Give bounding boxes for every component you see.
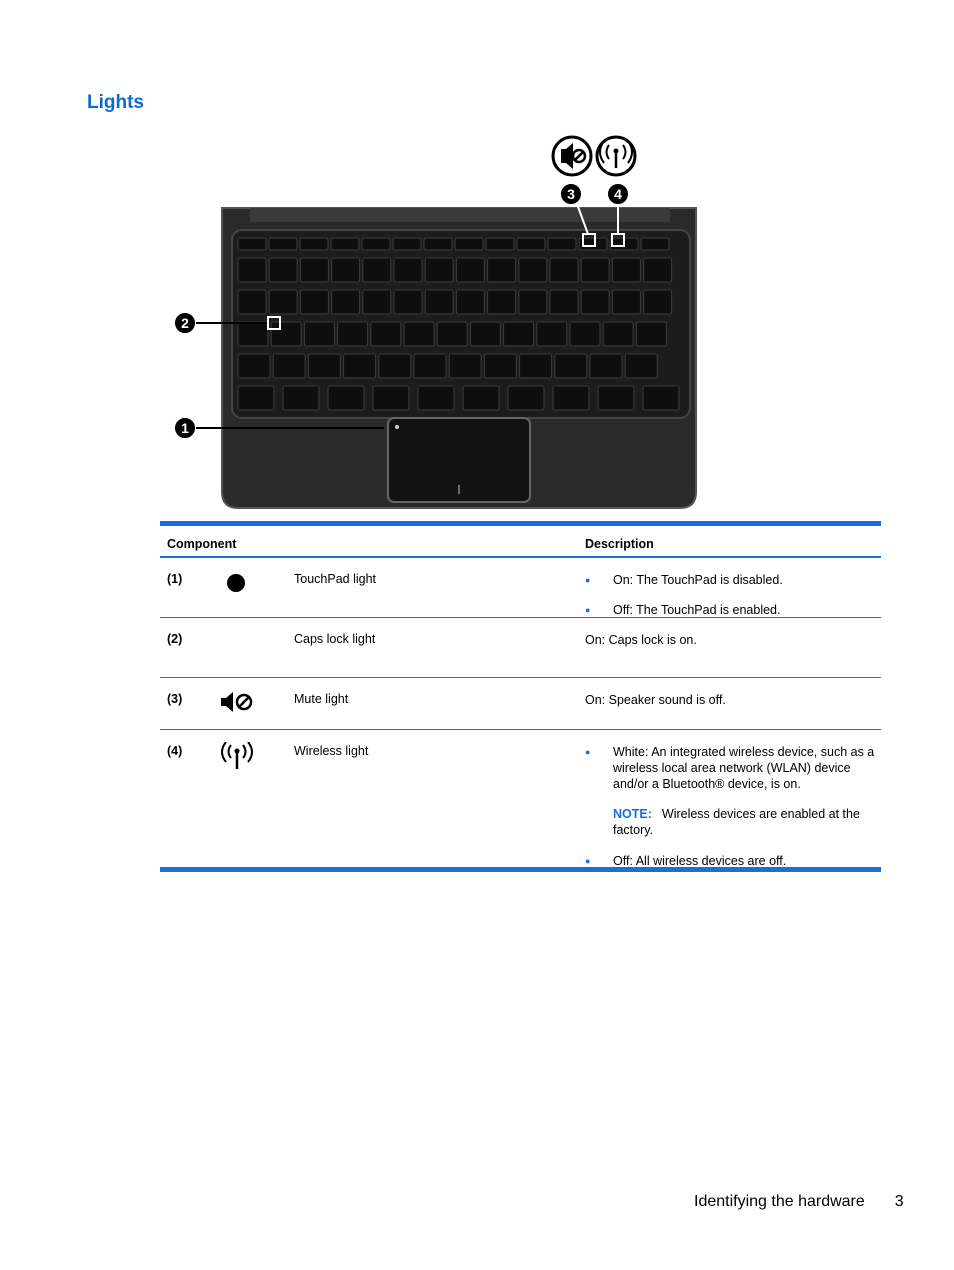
keyboard-key: [269, 258, 297, 282]
svg-text:4: 4: [614, 186, 622, 202]
note: [613, 806, 875, 838]
row-number: (1): [167, 572, 183, 586]
components-table: [160, 521, 881, 872]
note-label: NOTE:: [613, 807, 652, 821]
row-number: (3): [167, 692, 183, 706]
component-name: Caps lock light: [294, 632, 376, 646]
keyboard-key: [636, 322, 666, 346]
keyboard-key: [643, 386, 679, 410]
keyboard-key: [394, 258, 422, 282]
keyboard-key: [373, 386, 409, 410]
keyboard-key: [644, 290, 672, 314]
component-name: TouchPad light: [294, 572, 377, 586]
keyboard-key: [332, 290, 360, 314]
keyboard-key: [470, 322, 500, 346]
keyboard-key: [548, 238, 576, 250]
svg-text:3: 3: [567, 186, 575, 202]
keyboard-key: [238, 322, 268, 346]
keyboard-key: [273, 354, 305, 378]
keyboard-key: [238, 354, 270, 378]
keyboard-key: [488, 290, 516, 314]
keyboard-key: [641, 238, 669, 250]
row-number: (4): [167, 744, 183, 758]
keyboard-key: [612, 258, 640, 282]
keyboard-key: [550, 258, 578, 282]
keyboard-figure: [160, 130, 700, 515]
table-row: [160, 730, 881, 867]
row-number: (2): [167, 632, 183, 646]
bullet-item: ● Off: The TouchPad is enabled.: [585, 602, 875, 618]
wireless-icon: [220, 742, 254, 773]
table-header: [160, 526, 881, 558]
wireless-icon: [597, 137, 635, 175]
component-name: Wireless light: [294, 744, 369, 758]
component-description: On: Caps lock is on.: [585, 633, 697, 647]
keyboard-key: [418, 386, 454, 410]
keyboard-key: [520, 354, 552, 378]
keyboard-key: [304, 322, 334, 346]
keyboard-key: [363, 290, 391, 314]
table-row: [160, 678, 881, 730]
keyboard-key: [300, 290, 328, 314]
keyboard-key: [393, 238, 421, 250]
keyboard-key: [269, 238, 297, 250]
component-description: [585, 744, 875, 869]
keyboard-key: [332, 258, 360, 282]
keyboard-key: [570, 322, 600, 346]
component-description: On: Speaker sound is off.: [585, 693, 726, 707]
keyboard-key: [598, 386, 634, 410]
keyboard-key: [537, 322, 567, 346]
keyboard-key: [463, 386, 499, 410]
keyboard-key: [238, 386, 274, 410]
keyboard-key: [379, 354, 411, 378]
keyboard-key: [484, 354, 516, 378]
bullet-item: ● On: The TouchPad is disabled.: [585, 572, 875, 588]
keyboard-key: [456, 258, 484, 282]
keyboard-key: [425, 290, 453, 314]
section-title: Lights: [87, 92, 144, 113]
keyboard-key: [508, 386, 544, 410]
keyboard-key: [644, 258, 672, 282]
keyboard-key: [424, 238, 452, 250]
keyboard-key: [338, 322, 368, 346]
keyboard-key: [455, 238, 483, 250]
keyboard-key: [394, 290, 422, 314]
keyboard-key: [612, 290, 640, 314]
keyboard-key: [344, 354, 376, 378]
keyboard-key: [555, 354, 587, 378]
component-name: Mute light: [294, 692, 349, 706]
keyboard-key: [437, 322, 467, 346]
header-description: Description: [585, 537, 654, 551]
keyboard-key: [363, 258, 391, 282]
touchpad-light-dot-icon: [227, 574, 245, 595]
bullet-item: ● White: An integrated wireless device, such as a wireless local area network (WLAN) device and/or a Bluetooth® device, is on.: [585, 744, 875, 792]
keyboard-key: [362, 238, 390, 250]
keyboard-key: [328, 386, 364, 410]
svg-text:2: 2: [181, 315, 189, 331]
svg-text:1: 1: [181, 420, 189, 436]
keyboard-key: [581, 290, 609, 314]
keyboard-key: [283, 386, 319, 410]
keyboard-key: [603, 322, 633, 346]
page-footer: [694, 1193, 904, 1211]
keyboard-key: [238, 258, 266, 282]
keyboard-key: [519, 258, 547, 282]
page-number: 3: [894, 1193, 904, 1210]
table-row: [160, 558, 881, 618]
keyboard-key: [238, 238, 266, 250]
keyboard-key: [414, 354, 446, 378]
keyboard-key: [425, 258, 453, 282]
keyboard-key: [488, 258, 516, 282]
keyboard-key: [456, 290, 484, 314]
keyboard-key: [504, 322, 534, 346]
keyboard-key: [271, 322, 301, 346]
mute-icon: [220, 692, 254, 715]
keyboard-key: [517, 238, 545, 250]
keyboard-key: [238, 290, 266, 314]
component-description: [585, 572, 875, 618]
keyboard-key: [404, 322, 434, 346]
keyboard-key: [331, 238, 359, 250]
keyboard-key: [371, 322, 401, 346]
footer-section-title: Identifying the hardware: [694, 1193, 865, 1210]
mute-icon: [553, 137, 591, 175]
header-component: Component: [167, 537, 237, 551]
keyboard-key: [590, 354, 622, 378]
keyboard-key: [486, 238, 514, 250]
keyboard-key: [308, 354, 340, 378]
keyboard-key: [550, 290, 578, 314]
keyboard-key: [581, 258, 609, 282]
table-row: [160, 618, 881, 678]
keyboard-key: [553, 386, 589, 410]
note-text: Wireless devices are enabled at the factory.: [613, 807, 860, 837]
keyboard-key: [519, 290, 547, 314]
keyboard-key: [625, 354, 657, 378]
keyboard-key: [300, 258, 328, 282]
keyboard-key: [300, 238, 328, 250]
bullet-item: ● Off: All wireless devices are off.: [585, 853, 875, 869]
keyboard-key: [449, 354, 481, 378]
keyboard-key: [269, 290, 297, 314]
